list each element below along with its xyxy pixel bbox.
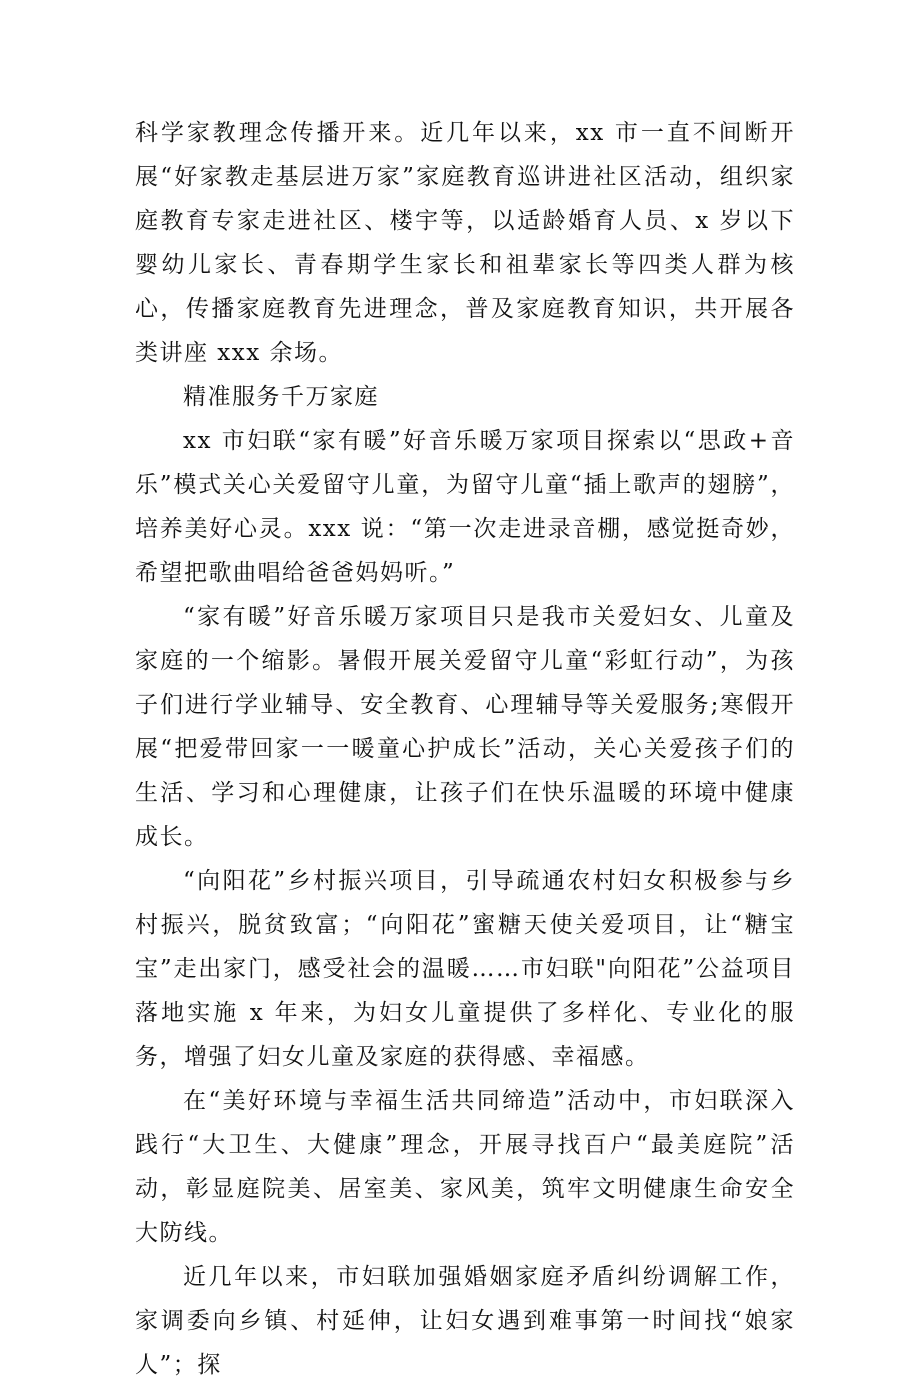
document-body	[135, 111, 795, 1387]
paragraph-beautiful-courtyard: 在“美好环境与幸福生活共同缔造”活动中，市妇联深入践行“大卫生、大健康”理念，开展寻找百户“最美庭院”活动，彰显庭院美、居室美、家风美，筑牢文明健康生命安全大防线。	[135, 1088, 795, 1246]
paragraph-care-activities: “家有暖”好音乐暖万家项目只是我市关爱妇女、儿童及家庭的一个缩影。暑假开展关爱留守儿童“彩虹行动”，为孩子们进行学业辅导、安全教育、心理辅导等关爱服务;寒假开展“把爱带回家一一暖童心护成长”活动，关心关爱孩子们的生活、学习和心理健康，让孩子们在快乐温暖的环境中健康成长。	[135, 604, 795, 850]
paragraph-family-education-lectures: 科学家教理念传播开来。近几年以来，xx 市一直不间断开展“好家教走基层进万家”家庭教育巡讲进社区活动，组织家庭教育专家走进社区、楼宇等，以适龄婚育人员、x 岁以下婴幼儿家长、青春期学生家长和祖辈家长等四类人群为核心，传播家庭教育先进理念，普及家庭教育知识，共开展各类讲座 xxx 余场。	[135, 120, 795, 366]
section-subheading: 精准服务千万家庭	[183, 384, 379, 410]
paragraph-sunflower-projects: “向阳花”乡村振兴项目，引导疏通农村妇女积极参与乡村振兴，脱贫致富；“向阳花”蜜糖天使关爱项目，让“糖宝宝”走出家门，感受社会的温暖……市妇联"向阳花”公益项目落地实施 x 年来，为妇女儿童提供了多样化、专业化的服务，增强了妇女儿童及家庭的获得感、幸福感。	[135, 868, 795, 1070]
paragraph-music-project: xx 市妇联“家有暖”好音乐暖万家项目探索以“思政+音乐”模式关心关爱留守儿童，为留守儿童“插上歌声的翅膀”，培养美好心灵。xxx 说：“第一次走进录音棚，感觉挺奇妙，希望把歌曲唱给爸爸妈妈听。”	[135, 428, 795, 586]
paragraph-marriage-mediation: 近几年以来，市妇联加强婚姻家庭矛盾纠纷调解工作，家调委向乡镇、村延伸，让妇女遇到难事第一时间找“娘家人”；探	[135, 1264, 795, 1378]
